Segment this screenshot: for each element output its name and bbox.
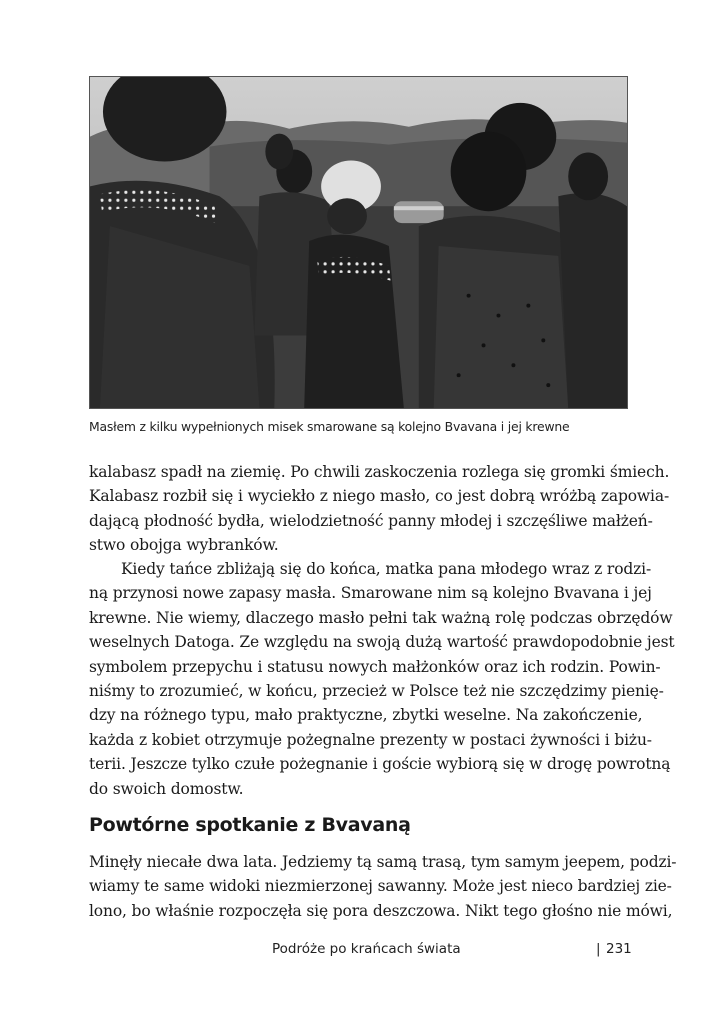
footer-book-title: Podróże po krańcach świata (272, 941, 461, 957)
paragraph-line: symbolem przepychu i statusu nowych małżonków oraz ich rodzin. Powin- (89, 657, 661, 676)
paragraph-line: niśmy to zrozumieć, w końcu, przecież w Polsce też nie szczędzimy pienię- (89, 681, 664, 700)
paragraph-line: ną przynosi nowe zapasy masła. Smarowane nim są kolejno Bvavana i jej (89, 584, 652, 603)
paragraph-line: każda z kobiet otrzymuje pożegnalne prezenty w postaci żywności i biżu- (89, 730, 652, 749)
paragraph-line: stwo obojga wybranków. (89, 536, 279, 555)
footer-separator: | (596, 941, 601, 957)
paragraph-line: Minęły niecałe dwa lata. Jedziemy tą samą trasą, tym samym jeepem, podzi- (89, 853, 677, 871)
paragraph-line: do swoich domostw. (89, 779, 244, 798)
paragraph-1 (89, 460, 670, 558)
paragraph-line: dzy na różnego typu, mało praktyczne, zbytki weselne. Na zakończenie, (89, 706, 643, 725)
paragraph-3 (89, 850, 677, 923)
paragraph-line: dającą płodność bydła, wielodzietność panny młodej i szczęśliwe małżeń- (89, 511, 653, 530)
paragraph-2 (89, 557, 675, 801)
paragraph-line: Kalabasz rozbił się i wyciekło z niego masło, co jest dobrą wróżbą zapowia- (89, 487, 670, 506)
ceremony-photo (89, 76, 628, 409)
paragraph-line: wiamy te same widoki niezmierzonej sawanny. Może jest nieco bardziej zie- (89, 877, 672, 896)
paragraph-line: Kiedy tańce zbliżają się do końca, matka pana młodego wraz z rodzi- (121, 560, 652, 578)
paragraph-line: weselnych Datoga. Ze względu na swoją dużą wartość prawdopodobnie jest (89, 633, 675, 652)
page-number: 231 (606, 941, 632, 957)
paragraph-line: terii. Jeszcze tylko czułe pożegnanie i goście wybiorą się w drogę powrotną (89, 755, 671, 774)
photo-caption: Masłem z kilku wypełnionych misek smarowane są kolejno Bvavana i jej krewne (89, 419, 570, 434)
section-heading: Powtórne spotkanie z Bvavaną (89, 814, 411, 836)
paragraph-line: krewne. Nie wiemy, dlaczego masło pełni tak ważną rolę podczas obrzędów (89, 608, 673, 627)
ceremony-photo-illustration (90, 77, 627, 408)
paragraph-line: kalabasz spadł na ziemię. Po chwili zaskoczenia rozlega się gromki śmiech. (89, 463, 670, 481)
paragraph-line: lono, bo właśnie rozpoczęła się pora deszczowa. Nikt tego głośno nie mówi, (89, 901, 673, 920)
